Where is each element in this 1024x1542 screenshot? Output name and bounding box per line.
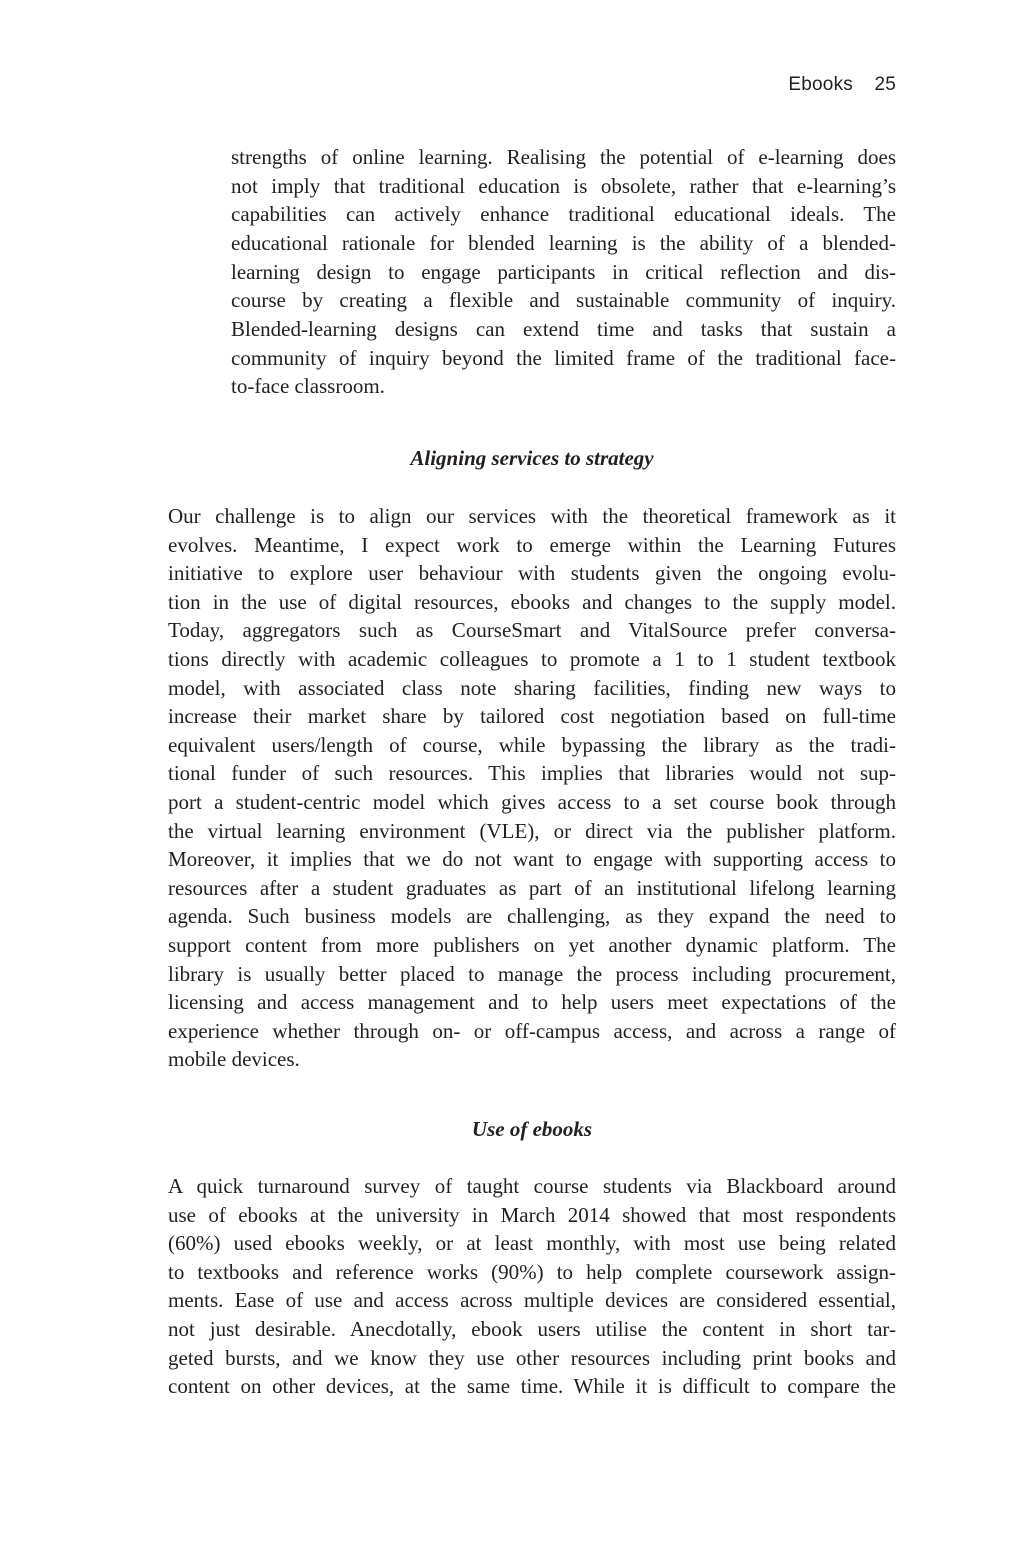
text-line: not just desirable. Anecdotally, ebook users utilise the content in short tar- — [168, 1317, 896, 1341]
text-line: capabilities can actively enhance traditional educational ideals. The — [231, 202, 896, 227]
text-line: content on other devices, at the same time. While it is difficult to compare the — [168, 1374, 896, 1399]
text-line: Our challenge is to align our services with the theoretical framework as it — [168, 504, 896, 528]
text-line: A quick turnaround survey of taught course students via Blackboard around — [168, 1174, 896, 1198]
text-line: Today, aggregators such as CourseSmart and VitalSource prefer conversa- — [168, 618, 896, 643]
text-line: equivalent users/length of course, while bypassing the library as the tradi- — [168, 732, 896, 757]
text-line: tional funder of such resources. This implies that libraries would not sup- — [168, 761, 896, 786]
text-line: evolves. Meantime, I expect work to emerge within the Learning Futures — [168, 532, 896, 557]
section-heading-use-of-ebooks: Use of ebooks — [471, 1117, 593, 1141]
text-line: educational rationale for blended learning is the ability of a blended- — [231, 230, 896, 255]
text-line: Moreover, it implies that we do not want to engage with supporting access to — [168, 847, 896, 872]
text-line: ments. Ease of use and access across multiple devices are considered essential, — [168, 1288, 896, 1313]
section-heading-aligning-services: Aligning services to strategy — [410, 446, 654, 470]
text-line: agenda. Such business models are challenging, as they expand the need to — [168, 904, 896, 929]
text-line: community of inquiry beyond the limited frame of the traditional face- — [231, 345, 896, 370]
running-head-title: Ebooks — [788, 74, 853, 95]
text-line: mobile devices. — [168, 1047, 300, 1072]
text-line: not imply that traditional education is obsolete, rather that e-learning’s — [231, 173, 896, 198]
text-line: increase their market share by tailored cost negotiation based on full-time — [168, 704, 896, 729]
text-line: course by creating a flexible and sustainable community of inquiry. — [231, 288, 896, 313]
running-head — [788, 74, 896, 96]
text-line: Blended-learning designs can extend time and tasks that sustain a — [231, 316, 896, 341]
text-line: to-face classroom. — [231, 374, 385, 399]
text-line: experience whether through on- or off-campus access, and across a range of — [168, 1018, 896, 1043]
text-line: model, with associated class note sharing facilities, finding new ways to — [168, 675, 896, 700]
text-line: strengths of online learning. Realising the potential of e-learning does — [231, 145, 896, 169]
text-line: tions directly with academic colleagues to promote a 1 to 1 student textbook — [168, 647, 896, 671]
text-line: (60%) used ebooks weekly, or at least monthly, with most use being related — [168, 1231, 896, 1256]
text-line: port a student-centric model which gives access to a set course book through — [168, 790, 896, 814]
page-number: 25 — [874, 74, 896, 95]
text-line: learning design to engage participants in critical reflection and dis- — [231, 259, 896, 284]
text-line: initiative to explore user behaviour with students given the ongoing evolu- — [168, 561, 896, 586]
text-line: to textbooks and reference works (90%) to help complete coursework assign- — [168, 1259, 896, 1284]
text-line: resources after a student graduates as part of an institutional lifelong learning — [168, 875, 896, 900]
text-line: support content from more publishers on yet another dynamic platform. The — [168, 933, 896, 957]
text-line: licensing and access management and to help users meet expectations of the — [168, 990, 896, 1015]
text-line: the virtual learning environment (VLE), or direct via the publisher platform. — [168, 818, 896, 843]
text-line: library is usually better placed to manage the process including procurement, — [168, 961, 896, 986]
text-line: geted bursts, and we know they use other resources including print books and — [168, 1345, 896, 1370]
text-line: tion in the use of digital resources, ebooks and changes to the supply model. — [168, 589, 896, 614]
text-line: use of ebooks at the university in March 2014 showed that most respondents — [168, 1202, 896, 1227]
